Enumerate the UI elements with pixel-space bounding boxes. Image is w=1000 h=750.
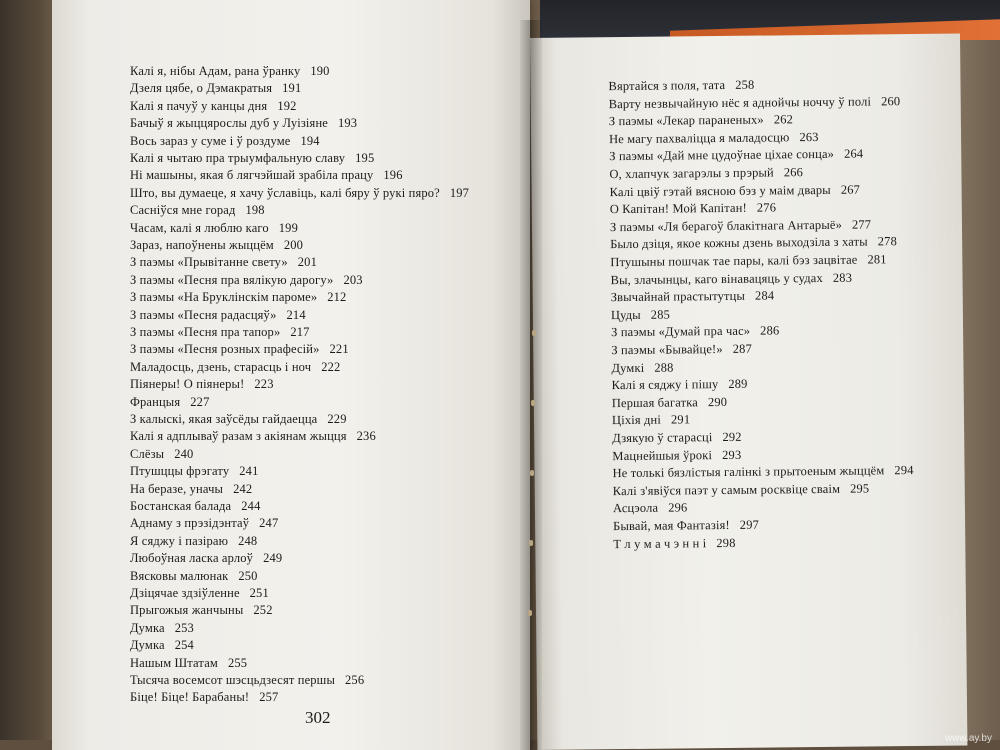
toc-entry [613,518,759,535]
toc-entry-title: Варту незвычайную нёс я аднойчы ноччу ў полі [608,94,872,111]
toc-entry-title: Аднаму з прэзідэнтаў [130,516,250,531]
toc-entry [130,569,258,584]
toc-entry-title: Калі з'явіўся паэт у самым росквіце сваім [612,481,841,498]
table-surface-left [0,0,60,750]
toc-entry [609,147,863,165]
binding-stitch [531,400,535,406]
toc-entry-title: Ціхія дні [611,413,662,428]
toc-entry-title: Калі цвіў гэтай вясною бэз у маім двары [609,182,831,199]
toc-entry-page: 223 [254,377,274,392]
toc-entry-title: Я сяджу і пазіраю [130,533,229,548]
toc-entry-title: З паэмы «Песня розных прафесій» [130,342,320,357]
toc-entry-page: 298 [716,535,736,550]
toc-entry [130,81,301,96]
toc-entry-page: 236 [356,429,376,444]
toc-entry-page: 263 [799,129,819,144]
toc-entry-title: Думка [130,620,165,635]
toc-entry-title: Калі я сяджу і пішу [611,377,719,393]
toc-entry-page: 294 [894,463,914,478]
toc-entry-page: 278 [877,234,898,249]
toc-entry-page: 197 [449,185,470,200]
toc-entry-page: 227 [190,394,210,409]
toc-entry [130,429,376,444]
toc-entry-title: Дзеля цябе, о Дэмакратыя [130,81,273,96]
toc-entry-page: 199 [278,220,298,235]
toc-entry [610,252,886,270]
toc-entry-page: 248 [238,533,258,548]
toc-entry-page: 297 [739,517,760,532]
toc-entry-title: Калі я, нібы Адам, рана ўранку [130,64,301,78]
toc-entry-title: З паэмы «Думай пра час» [611,324,751,340]
toc-entry [130,99,297,114]
binding-stitch [528,610,532,616]
book-gutter [520,20,542,750]
toc-entry-title: Дзіцячае здзіўленне [130,586,240,600]
toc-entry [130,482,252,497]
toc-entry-page: 276 [756,200,777,215]
toc-entry-page: 256 [345,673,365,687]
toc-entry-page: 289 [728,376,748,392]
toc-entry-page: 200 [283,238,304,252]
toc-entry-title: З паэмы «Песня пра вялікую дарогу» [130,272,334,287]
toc-entry-title: Цуды [610,307,641,322]
toc-entry-title: Ні машыны, якая б лягчэйшай зрабіла працу [130,168,374,183]
toc-entry [130,342,349,357]
right-page [530,33,967,749]
toc-entry-page: 292 [722,429,742,445]
toc-entry-page: 194 [300,133,320,148]
toc-entry [130,412,347,427]
toc-entry [130,238,303,253]
toc-entry-title: Асцэола [612,501,659,516]
toc-entry [130,638,194,653]
toc-entry-title: Першая багатка [611,395,699,410]
toc-entry-title: Было дзіця, якое кожны дзень выходзіла з хаты [610,234,868,252]
toc-entry-title: Думкі [611,360,645,375]
toc-entry [130,290,346,305]
toc-entry-title: Т л у м а ч э н н і [613,535,707,551]
toc-entry [130,221,298,236]
toc-entry [613,501,688,517]
toc-entry-title: Піянеры! О піянеры! [130,377,245,392]
toc-entry-title: З паэмы «Песня радасцяў» [130,307,277,322]
toc-entry [130,273,363,288]
toc-entry-page: 191 [282,81,302,96]
toc-entry-page: 291 [670,412,691,427]
toc-entry-page: 192 [277,98,297,113]
toc-entry [130,308,306,323]
toc-entry-page: 284 [754,288,775,303]
toc-entry-title: Не толькі бязлістыя галінкі з прытоеным жыццём [612,463,885,481]
toc-entry-title: Дзякую ў старасці [612,430,713,446]
toc-entry [610,201,776,218]
toc-entry [611,342,752,358]
toc-entry-title: Нашым Штатам [130,655,218,670]
toc-entry [612,447,741,463]
toc-entry [612,463,913,481]
toc-entry-page: 290 [707,394,728,409]
toc-entry-title: Бостанская балада [130,499,232,513]
toc-entry [608,78,754,95]
toc-entry-page: 212 [327,290,347,305]
toc-entry-title: О Капітан! Мой Капітан! [609,200,747,217]
toc-entry-page: 250 [238,568,258,583]
toc-entry-title: Звычайнай прастытутцы [610,288,746,305]
toc-entry [612,395,727,411]
toc-entry-page: 264 [843,146,864,162]
toc-entry [609,112,793,129]
toc-entry-page: 221 [329,342,349,357]
toc-entry-title: Калі я пачуў у канцы дня [130,98,268,113]
toc-entry-page: 201 [297,255,317,270]
toc-entry-title: З калыскі, якая заўсёды гайдаецца [130,412,318,426]
toc-entry-page: 195 [355,151,375,165]
toc-entry [610,270,852,288]
toc-entry-page: 267 [840,182,861,197]
left-page [52,0,530,750]
toc-entry-page: 196 [383,168,403,183]
toc-entry [130,656,247,671]
toc-entry-page: 266 [783,165,804,180]
toc-entry-page: 242 [233,481,253,496]
toc-entry-title: З паэмы «Песня пра тапор» [130,325,281,339]
toc-entry-page: 251 [249,586,269,600]
toc-entry-page: 255 [227,655,248,670]
toc-entry [612,430,742,446]
toc-entry-page: 296 [668,500,688,515]
toc-entry-title: Францыя [130,394,181,409]
toc-entry-title: Часам, калі я люблю каго [130,220,269,235]
toc-entry-title: Птушыны пошчак тае пары, калі бэз зацвітае [610,252,858,270]
toc-entry-page: 253 [174,620,194,635]
toc-entry [130,116,357,131]
toc-entry [130,325,310,340]
toc-entry-page: 288 [654,360,674,375]
toc-entry [130,516,278,531]
toc-entry-page: 249 [263,551,283,566]
toc-entry [611,307,670,323]
toc-entry-page: 281 [867,252,887,267]
toc-entry-title: На беразе, уначы [130,481,224,496]
toc-entry [609,94,901,112]
toc-entry-title: Любоўная ласка арлоў [130,551,254,566]
toc-entry [130,499,260,514]
toc-entry-page: 241 [239,464,259,479]
toc-entry [130,603,273,618]
toc-entry [612,413,690,429]
toc-entry-page: 190 [310,64,330,78]
toc-entry-title: Бачыў я жыццярослы дуб у Луізіяне [130,116,328,131]
binding-stitch [529,540,533,546]
toc-entry-page: 217 [290,325,310,339]
toc-entry [609,165,803,182]
toc-entry [130,151,374,166]
toc-entry [130,673,364,688]
toc-entry [613,481,870,499]
toc-entry-page: 252 [253,603,273,618]
toc-entry-title: О, хлапчук загарэлы з прэрый [609,165,774,182]
toc-entry-page: 247 [259,516,279,531]
toc-entry-page: 240 [174,446,194,461]
toc-entry-page: 198 [245,203,265,218]
toc-entry-title: Што, вы думаеце, я хачу ўславіць, калі бяру ў рукі пяро? [130,185,440,200]
toc-entry [130,134,320,149]
toc-entry [610,235,897,253]
toc-entry-page: 295 [850,481,870,496]
toc-entry-title: Вы, злачынцы, каго вінавацяць у судах [610,270,823,287]
toc-entry [130,690,278,705]
toc-entry-page: 283 [832,270,853,285]
toc-entry-title: З паэмы «На Бруклінскім пароме» [130,290,318,305]
toc-entry-title: З паэмы «Бывайце!» [611,341,723,358]
toc-entry-title: Мацнейшыя ўрокі [612,447,713,463]
toc-entry-page: 193 [338,116,358,131]
toc-entry [130,395,209,410]
toc-entry-title: Слёзы [130,446,165,461]
toc-entry-title: З паэмы «Лекар параненых» [608,112,764,129]
toc-entry-title: Тысяча восемсот шэсцьдзесят першы [130,673,336,687]
toc-entry [130,186,469,201]
toc-entry-title: Бывай, мая Фантазія! [613,517,730,534]
page-number: 302 [305,708,331,727]
toc-entry-title: Вяртайся з поля, тата [608,77,726,94]
toc-entry-title: Не магу пахваліцца я маладосцю [608,130,790,146]
toc-entry-title: Зараз, напоўнены жыццём [130,238,274,252]
toc-entry-title: Прыгожыя жанчыны [130,603,244,618]
toc-entry-page: 293 [722,447,742,462]
toc-entry-page: 287 [732,341,753,356]
toc-entry [611,360,673,376]
toc-entry-page: 257 [259,690,279,705]
toc-entry [130,621,194,636]
toc-entry [610,182,861,200]
toc-entry-title: Птушццы фрэгату [130,464,230,479]
toc-entry [609,130,819,147]
toc-entry [611,324,779,341]
toc-entry-title: Калі я чытаю пра трыумфальную славу [130,151,346,165]
toc-entry-title: Сасніўся мне горад [130,203,236,218]
binding-stitch [530,470,534,476]
toc-entry-title: Маладосць, дзень, старасць і ноч [130,359,312,374]
toc-entry-page: 286 [760,323,780,338]
toc-entry [130,464,258,479]
toc-entry-title: Вось зараз у суме і ў роздуме [130,133,291,148]
toc-entry-page: 244 [241,499,261,513]
toc-entry-title: З паэмы «Дай мне цудоўнае ціхае сонца» [609,147,835,164]
toc-entry [130,534,257,549]
toc-entry [130,447,193,462]
toc-entry [610,217,871,235]
toc-entry-page: 260 [880,93,901,108]
toc-entry-page: 277 [851,217,872,232]
toc-entry-page: 262 [773,112,794,127]
toc-entry-page: 229 [327,412,347,426]
toc-entry-page: 214 [286,307,306,322]
toc-entry [130,64,330,79]
toc-entry-title: Вясковы малюнак [130,568,229,583]
binding-stitch [532,330,536,336]
toc-entry-page: 285 [650,307,671,322]
watermark: www.ay.by [944,733,992,744]
toc-entry-title: З паэмы «Прывітанне свету» [130,255,288,270]
toc-entry [130,586,269,601]
toc-entry [612,377,748,393]
toc-entry-title: Біце! Біце! Барабаны! [130,690,250,705]
toc-entry [130,377,274,392]
toc-entry [130,255,317,270]
toc-entry [130,360,340,375]
toc-entry [611,289,775,306]
toc-entry-page: 222 [321,359,341,374]
toc-entry-title: Калі я адплываў разам з акіянам жыцця [130,429,347,444]
toc-entry [613,535,735,551]
toc-entry-page: 254 [174,638,194,653]
toc-entry [130,168,403,183]
toc-entry [130,203,265,218]
toc-entry-page: 258 [735,77,755,92]
toc-entry-title: З паэмы «Ля берагоў блакітнага Антарыё» [609,217,843,234]
toc-entry-page: 203 [343,272,363,287]
toc-entry-title: Думка [130,638,165,653]
toc-entry [130,551,282,566]
